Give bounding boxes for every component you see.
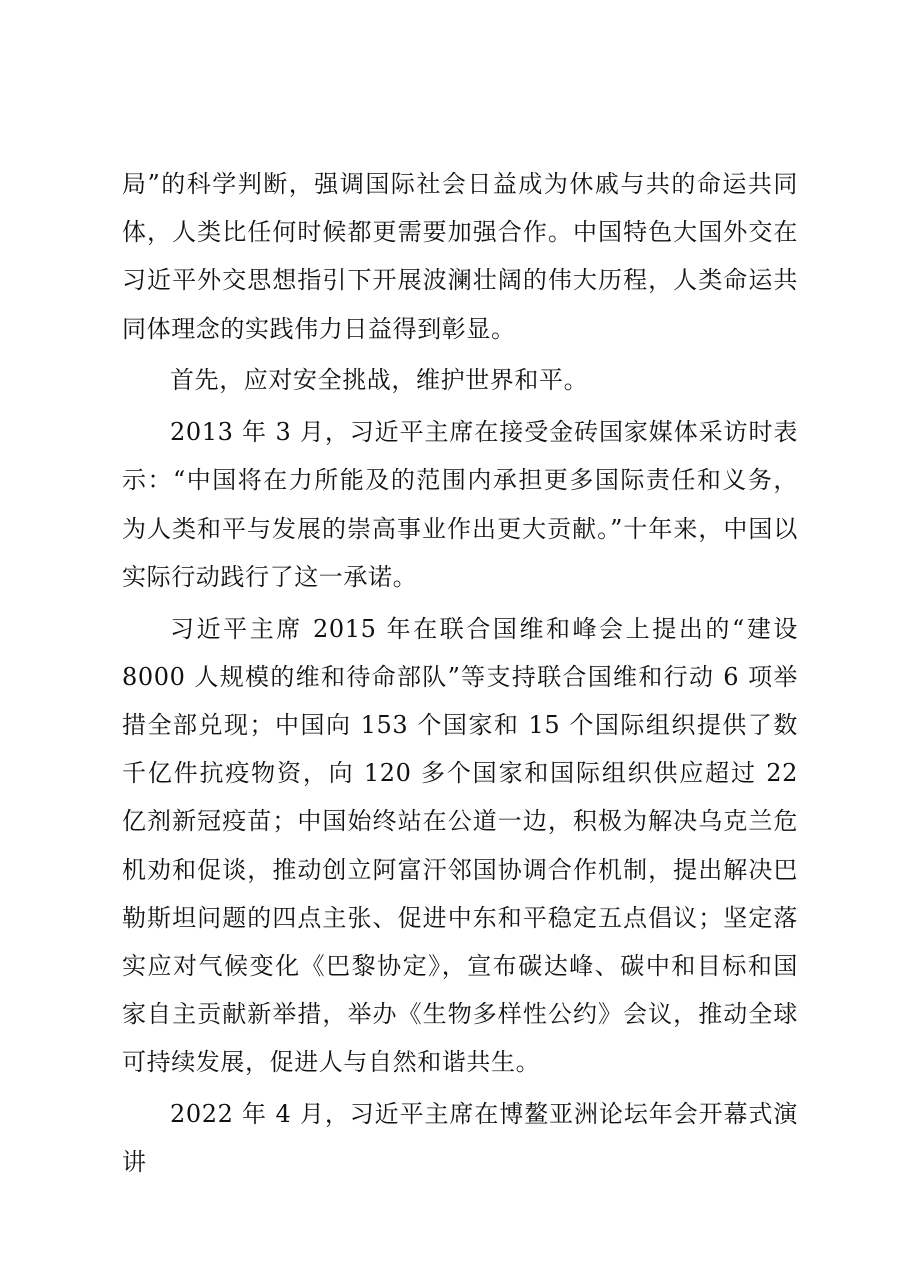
paragraph-5: 2022 年 4 月，习近平主席在博鳌亚洲论坛年会开幕式演讲 (122, 1100, 798, 1177)
paragraph-2: 首先，应对安全挑战，维护世界和平。 (170, 366, 589, 395)
paragraph-3: 2013 年 3 月，习近平主席在接受金砖国家媒体采访时表示：“中国将在力所能及的范围内承担更多国际责任和义务，为人类和平与发展的崇高事业作出更大贡献。”十年来，中国以实际行动践行了这一承诺。 (122, 418, 798, 591)
paragraph-1: 局”的科学判断，强调国际社会日益成为休戚与共的命运共同体，人类比任何时候都更需要加强合作。中国特色大国外交在习近平外交思想指引下开展波澜壮阔的伟大历程，人类命运共同体理念的实践伟力日益得到彰显。 (122, 170, 798, 343)
paragraph-4: 习近平主席 2015 年在联合国维和峰会上提出的“建设 8000 人规模的维和待命部队”等支持联合国维和行动 6 项举措全部兑现；中国向 153 个国家和 15 个国际组织提供了数千亿件抗疫物资，向 120 多个国家和国际组织供应超过 22 亿剂新冠疫苗；中国始终站在公道一边，积极为解决乌克兰危机劝和促谈，推动创立阿富汗邻国协调合作机制，提出解决巴勒斯坦问题的四点主张、促进中东和平稳定五点倡议；坚定落实应对气候变化《巴黎协定》，宣布碳达峰、碳中和目标和国家自主贡献新举措，举办《生物多样性公约》会议，推动全球可持续发展，促进人与自然和谐共生。 (122, 614, 798, 1077)
document-body (122, 160, 798, 1190)
